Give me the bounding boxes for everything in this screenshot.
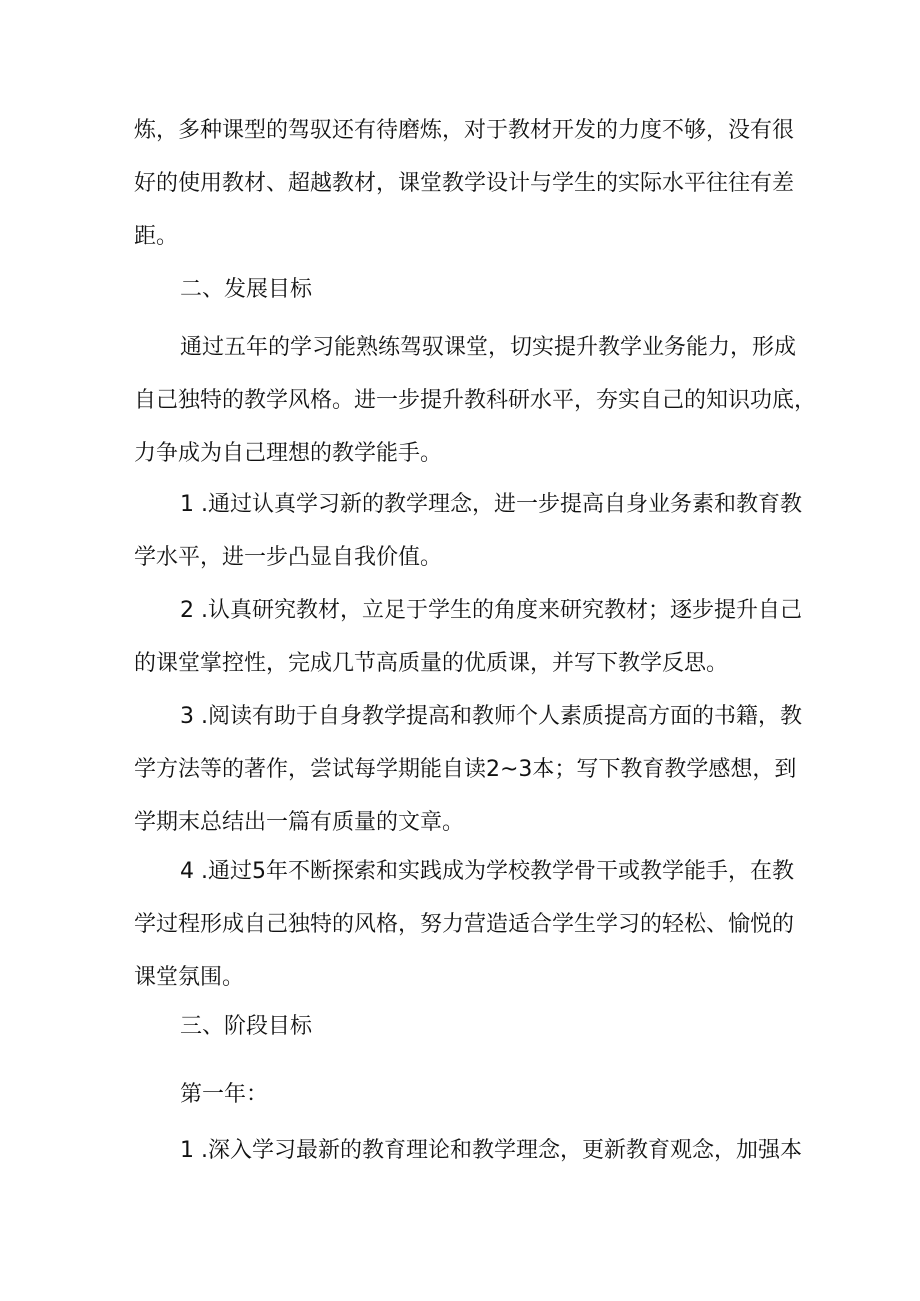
text-line: 学期末总结出一篇有质量的文章。 [134, 810, 465, 835]
list-item-1 [134, 478, 814, 584]
text-line: 力争成为自己理想的教学能手。 [134, 441, 443, 466]
text-line: 课堂氛围。 [134, 965, 245, 990]
text-line: 自己独特的教学风格。进一步提升教科研水平，夯实自己的知识功底， [134, 388, 817, 413]
text-line: 通过五年的学习能熟练驾驭课堂，切实提升教学业务能力，形成 [180, 335, 797, 360]
text-line: 炼，多种课型的驾驭还有待磨炼，对于教材开发的力度不够，没有很 [134, 118, 795, 143]
section-heading-stage-goals [134, 1000, 814, 1053]
text-line: 3 .阅读有助于自身教学提高和教师个人素质提高方面的书籍，教 [180, 704, 802, 729]
text-line: 第一年： [180, 1082, 269, 1107]
heading-text: 二、发展目标 [180, 277, 313, 302]
year-one-item-1 [134, 1124, 814, 1177]
text-line: 的课堂掌控性，完成几节高质量的优质课，并写下教学反思。 [134, 651, 729, 676]
text-line: 2 .认真研究教材，立足于学生的角度来研究教材；逐步提升自己 [180, 598, 802, 623]
text-line: 4 .通过5年不断探索和实践成为学校教学骨干或教学能手，在教 [180, 859, 794, 884]
paragraph-goal-overview [134, 321, 817, 480]
list-item-3 [134, 690, 814, 849]
paragraph-continued [134, 104, 814, 263]
text-line: 1 .深入学习最新的教育理论和教学理念，更新教育观念，加强本 [180, 1138, 802, 1163]
year-one-label [134, 1068, 814, 1121]
list-item-2 [134, 584, 814, 690]
text-line: 学方法等的著作，尝试每学期能自读2~3本；写下教育教学感想，到 [134, 757, 797, 782]
text-line: 好的使用教材、超越教材，课堂教学设计与学生的实际水平往往有差 [134, 171, 795, 196]
heading-text: 三、阶段目标 [180, 1014, 313, 1039]
text-line: 1 .通过认真学习新的教学理念，进一步提高自身业务素和教育教 [180, 492, 802, 517]
text-line: 距。 [134, 224, 179, 249]
text-line: 学水平，进一步凸显自我价值。 [134, 545, 443, 570]
text-line: 学过程形成自己独特的风格，努力营造适合学生学习的轻松、愉悦的 [134, 912, 795, 937]
section-heading-development-goals [134, 263, 814, 316]
list-item-4 [134, 845, 814, 1004]
